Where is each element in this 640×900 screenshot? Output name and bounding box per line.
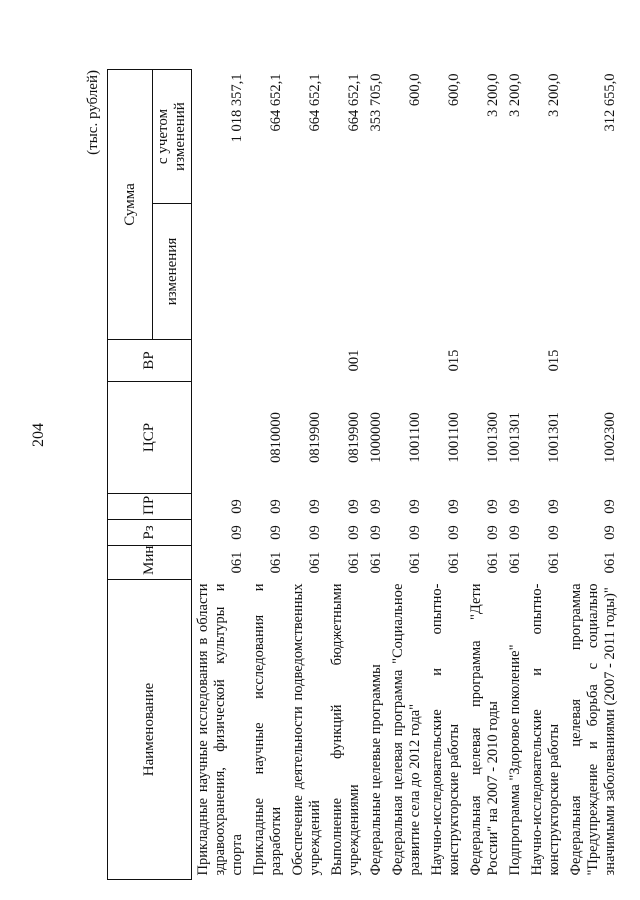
cell-name: Прикладные научные исследования в области здравоохранения, физической культуры и спорта xyxy=(195,583,245,876)
cell-min: 061 xyxy=(602,551,618,574)
cell-rz: 09 xyxy=(307,525,323,540)
budget-table xyxy=(107,69,621,880)
cell-total: 664 652,1 xyxy=(307,73,323,132)
cell-name: Научно-исследовательские и опытно-конструкторские работы xyxy=(529,583,562,876)
cell-min: 061 xyxy=(546,551,562,574)
cell-pr: 09 xyxy=(602,499,618,514)
header-sum: Сумма xyxy=(108,69,153,339)
table-row xyxy=(248,69,287,879)
cell-name: Федеральная целевая программа "Предупреждение и борьба с социально значимыми заболеваниями (2007 - 2011 годы)" xyxy=(568,583,618,876)
cell-csr: 0819900 xyxy=(307,412,323,463)
cell-csr: 1001100 xyxy=(407,412,423,463)
cell-pr: 09 xyxy=(507,499,523,514)
cell-total: 664 652,1 xyxy=(346,73,362,132)
cell-pr: 09 xyxy=(407,499,423,514)
header-rz: Рз xyxy=(108,520,192,546)
cell-total: 312 655,0 xyxy=(602,73,618,132)
cell-csr: 1001300 xyxy=(485,412,501,463)
cell-rz: 09 xyxy=(485,525,501,540)
cell-min: 061 xyxy=(407,551,423,574)
cell-csr: 0810000 xyxy=(268,412,284,463)
cell-vr xyxy=(504,340,526,382)
cell-csr: 1001301 xyxy=(546,412,562,463)
cell-total: 3 200,0 xyxy=(485,73,501,117)
cell-changes xyxy=(248,204,287,340)
cell-csr: 0819900 xyxy=(346,412,362,463)
header-total: с учетом изменений xyxy=(153,69,192,203)
table-header xyxy=(108,69,192,879)
cell-name: Федеральная целевая программа "Социальное развитие села до 2012 года" xyxy=(390,583,423,876)
cell-total: 3 200,0 xyxy=(546,73,562,117)
cell-rz: 09 xyxy=(546,525,562,540)
table-row xyxy=(526,69,565,879)
cell-changes xyxy=(287,204,326,340)
cell-min: 061 xyxy=(507,551,523,574)
cell-pr: 09 xyxy=(307,499,323,514)
cell-vr xyxy=(387,340,426,382)
cell-rz: 09 xyxy=(407,525,423,540)
cell-pr: 09 xyxy=(446,499,462,514)
cell-pr: 09 xyxy=(368,499,384,514)
cell-name: Подпрограмма "Здоровое поколение" xyxy=(507,644,523,876)
cell-total: 600,0 xyxy=(407,73,423,107)
cell-name: Федеральные целевые программы xyxy=(368,664,384,876)
table-row xyxy=(192,69,249,879)
cell-changes xyxy=(565,204,621,340)
cell-rz: 09 xyxy=(229,525,245,540)
page-number: 204 xyxy=(30,423,47,447)
rotated-page-content xyxy=(85,50,618,880)
cell-min: 061 xyxy=(307,551,323,574)
cell-total: 1 018 357,1 xyxy=(229,73,245,143)
cell-name: Выполнение функций бюджетными учреждениями xyxy=(329,583,362,876)
cell-name: Научно-исследовательские и опытно-конструкторские работы xyxy=(429,583,462,876)
cell-csr: 1002300 xyxy=(602,412,618,463)
cell-changes xyxy=(426,204,465,340)
cell-vr xyxy=(565,340,621,382)
cell-csr xyxy=(192,382,249,494)
cell-csr: 1001301 xyxy=(507,412,523,463)
table-body xyxy=(192,69,622,879)
cell-name: Обеспечение деятельности подведомственных учреждений xyxy=(290,583,323,876)
table-row xyxy=(426,69,465,879)
table-row xyxy=(504,69,526,879)
cell-changes xyxy=(387,204,426,340)
cell-pr: 09 xyxy=(346,499,362,514)
cell-vr: 001 xyxy=(346,349,362,372)
table-row xyxy=(326,69,365,879)
cell-min: 061 xyxy=(485,551,501,574)
cell-min: 061 xyxy=(346,551,362,574)
cell-pr: 09 xyxy=(229,499,245,514)
cell-changes xyxy=(326,204,365,340)
cell-vr xyxy=(287,340,326,382)
cell-min: 061 xyxy=(446,551,462,574)
cell-total: 3 200,0 xyxy=(507,73,523,117)
cell-rz: 09 xyxy=(446,525,462,540)
cell-min: 061 xyxy=(368,551,384,574)
units-label: (тыс. рублей) xyxy=(85,70,101,155)
cell-rz: 09 xyxy=(346,525,362,540)
header-pr: ПР xyxy=(108,494,192,520)
cell-pr: 09 xyxy=(546,499,562,514)
cell-total: 664 652,1 xyxy=(268,73,284,132)
header-changes: изменения xyxy=(153,204,192,340)
cell-vr xyxy=(465,340,504,382)
cell-rz: 09 xyxy=(602,525,618,540)
cell-changes xyxy=(365,204,387,340)
table-row xyxy=(287,69,326,879)
table-row xyxy=(565,69,621,879)
cell-vr: 015 xyxy=(446,349,462,372)
cell-pr: 09 xyxy=(485,499,501,514)
header-vr: ВР xyxy=(108,340,192,382)
cell-rz: 09 xyxy=(268,525,284,540)
cell-name: Федеральная целевая программа "Дети России" на 2007 - 2010 годы xyxy=(468,583,501,876)
cell-total: 600,0 xyxy=(446,73,462,107)
cell-min: 061 xyxy=(229,551,245,574)
header-name: Наименование xyxy=(108,580,192,880)
header-csr: ЦСР xyxy=(108,382,192,494)
table-row xyxy=(387,69,426,879)
cell-vr xyxy=(248,340,287,382)
cell-rz: 09 xyxy=(507,525,523,540)
table-row xyxy=(365,69,387,879)
cell-changes xyxy=(526,204,565,340)
cell-pr: 09 xyxy=(268,499,284,514)
table-row xyxy=(465,69,504,879)
cell-vr xyxy=(365,340,387,382)
cell-rz: 09 xyxy=(368,525,384,540)
cell-name: Прикладные научные исследования и разработки xyxy=(251,583,284,876)
header-min: Мин xyxy=(108,546,192,580)
cell-changes xyxy=(465,204,504,340)
cell-vr: 015 xyxy=(546,349,562,372)
cell-changes xyxy=(192,204,249,340)
cell-changes xyxy=(504,204,526,340)
cell-csr: 1001100 xyxy=(446,412,462,463)
cell-csr: 1000000 xyxy=(368,412,384,463)
cell-total: 353 705,0 xyxy=(368,73,384,132)
cell-min: 061 xyxy=(268,551,284,574)
cell-vr xyxy=(192,340,249,382)
